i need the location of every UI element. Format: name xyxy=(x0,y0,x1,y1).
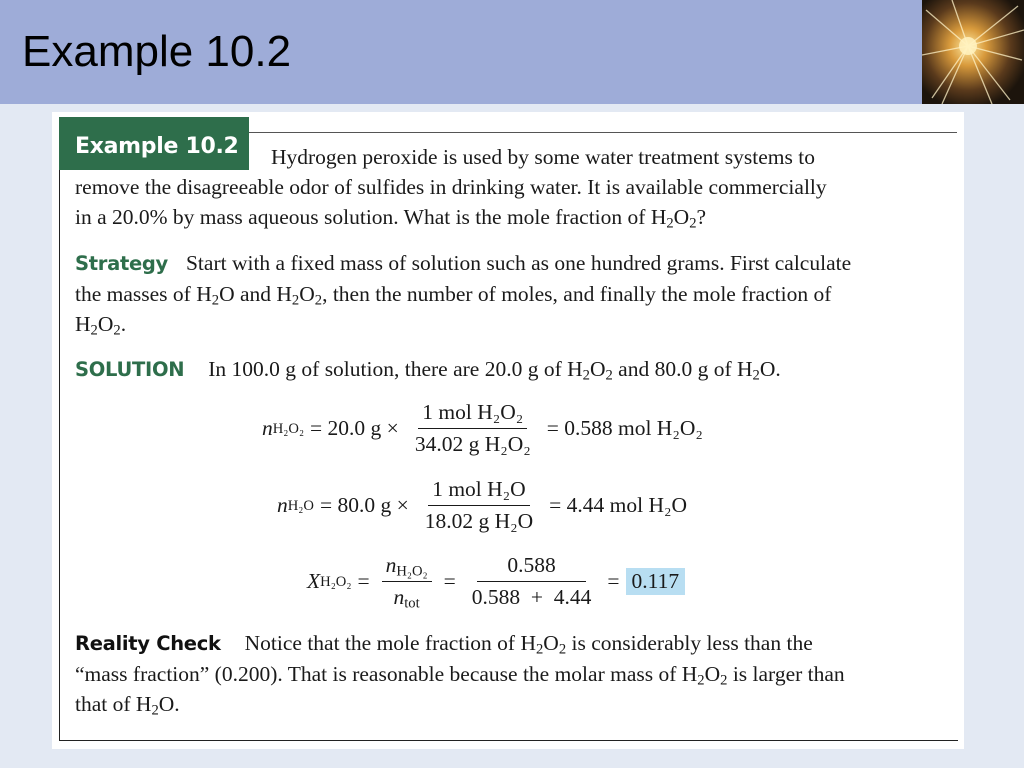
sea-urchin-image xyxy=(922,0,1024,104)
solution-heading: SOLUTION xyxy=(75,358,185,381)
value-fraction: $\frac{0.588}{0.588 + 4.44}$ xyxy=(471,553,592,609)
strategy-line-3: $H_2O_2$. xyxy=(75,312,127,339)
equation-moles-h2o: n H₂O = 80.0 g × $\frac{\text{1 mol H₂O}}{\text{18.02 g H₂O}}$ = 4.44 mol H₂O xyxy=(277,477,688,533)
reality-check-heading: Reality Check xyxy=(75,632,221,655)
solution-line: SOLUTION In 100.0 g of solution, there are 20.0 g of $H_2O_2$ and 80.0 g of $H_2O$. xyxy=(75,357,781,384)
equation-moles-h2o2: n H₂O₂ = 20.0 g × $\frac{\text{1 mol H₂O₂}}{\text{34.02 g H₂O₂}}$ = 0.588 mol H₂O₂ xyxy=(262,400,703,456)
example-top-rule xyxy=(249,132,957,133)
conversion-fraction: $\frac{\text{1 mol H₂O}}{\text{18.02 g H₂O}}$ xyxy=(424,477,534,533)
example-tab xyxy=(59,117,249,170)
intro-line-3: in a 20.0% by mass aqueous solution. What is the mole fraction of $H_2O_2$? xyxy=(75,205,707,232)
reality-check-line-2: “mass fraction” (0.200). That is reasonable because the molar mass of $H_2O_2$ is larger than xyxy=(75,662,845,689)
reality-check-line-3: that of $H_2O$. xyxy=(75,692,180,719)
strategy-heading: Strategy xyxy=(75,252,168,275)
intro-line-2: remove the disagreeable odor of sulfides in drinking water. It is available commercially xyxy=(75,175,827,199)
answer-highlight: 0.117 xyxy=(626,568,686,595)
reality-check-line-1: Reality Check Notice that the mole fraction of $H_2O_2$ is considerably less than the xyxy=(75,631,813,658)
ratio-fraction: $\frac{n_{H_2O_2}}{n_{tot}}$ xyxy=(382,553,432,610)
conversion-fraction: $\frac{\text{1 mol H₂O₂}}{\text{34.02 g H₂O₂}}$ xyxy=(414,400,531,456)
corner-photo xyxy=(922,0,1024,104)
strategy-line-1: Strategy Start with a fixed mass of solution such as one hundred grams. First calculate xyxy=(75,251,852,275)
equation-mole-fraction: X H₂O₂ = $\frac{n_{H_2O_2}}{n_{tot}}$ = $\frac{0.588}{0.588 + 4.44}$ = 0.117 xyxy=(307,553,685,610)
slide-title: Example 10.2 xyxy=(22,27,292,76)
example-tab-label: Example 10.2 xyxy=(75,134,239,159)
intro-line-1: Hydrogen peroxide is used by some water treatment systems to xyxy=(271,145,815,169)
strategy-line-2: the masses of $H_2O$ and $H_2O_2$, then the number of moles, and finally the mole fraction of xyxy=(75,282,832,309)
